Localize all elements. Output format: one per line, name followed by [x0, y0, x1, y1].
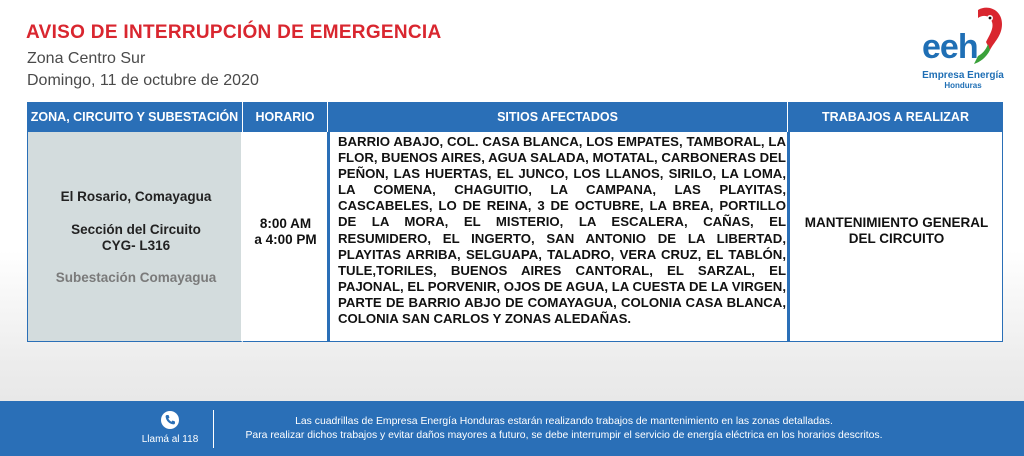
date-subtitle: Domingo, 11 de octubre de 2020 — [27, 72, 259, 89]
time-end: a 4:00 PM — [254, 232, 317, 247]
circuit-line2: CYG- L316 — [101, 238, 171, 253]
work-line1: MANTENIMIENTO GENERAL — [804, 215, 989, 230]
time-range — [243, 216, 328, 248]
horario-cell — [243, 132, 328, 342]
table-header — [27, 102, 1003, 132]
logo-line1: Empresa Energía — [922, 70, 1004, 81]
sitios-cell — [328, 132, 788, 342]
page-title: AVISO DE INTERRUPCIÓN DE EMERGENCIA — [26, 22, 442, 43]
interruption-table — [27, 102, 1003, 342]
zone-subtitle: Zona Centro Sur — [27, 50, 146, 67]
header-sitios: SITIOS AFECTADOS — [328, 102, 788, 132]
header-zona: ZONA, CIRCUITO Y SUBESTACIÓN — [27, 102, 243, 132]
work-line2: DEL CIRCUITO — [848, 231, 945, 246]
phone-icon — [161, 411, 179, 429]
logo-brand: eeh — [922, 28, 978, 66]
affected-sites-text: BARRIO ABAJO, COL. CASA BLANCA, LOS EMPATES, TAMBORAL, LA FLOR, BUENOS AIRES, AGUA SALADA, MOTATAL, CARBONERAS DEL PEÑON, LAS HUERTAS, EL JUNCO, LOS LLANOS, SIRILO, LA LOMA, LA COMENA, CHAGUITIO, LA CAMPANA, LAS PLAYITAS, CASCABELES, LO DE REINA, 3 DE OCTUBRE, LA BREA, PORTILLO DE LA MORA, EL MISTERIO, LA ESCALERA, CAÑAS, EL RESUMIDERO, EL INGERTO, SAN ANTONIO DE LA LIBERTAD, PLAYITAS ARRIBA, SELGUAPA, TALADRO, VERA CRUZ, EL TABLÓN, TULE,TORILES, BUENOS AIRES CANTORAL, EL SARZAL, EL PAJONAL, EL PORVENIR, OJOS DE AGUA, LA CUESTA DE LA VIRGEN, PARTE DE BARRIO ABJO DE COMAYAGUA, COLONIA CASA BLANCA, COLONIA SAN CARLOS Y ZONAS ALEDAÑAS. — [338, 134, 786, 327]
location-text: El Rosario, Comayagua — [60, 189, 212, 204]
notice-line1: Las cuadrillas de Empresa Energía Honduras estarán realizando trabajos de mantenimiento en las zonas detalladas. — [295, 416, 833, 427]
time-start: 8:00 AM — [259, 216, 312, 231]
footer-notice — [214, 415, 914, 443]
call-label[interactable]: Llamá al 118 — [141, 434, 199, 445]
work-text — [790, 215, 1003, 247]
zona-cell — [27, 132, 243, 342]
trabajos-cell — [788, 132, 1003, 342]
header-horario: HORARIO — [243, 102, 328, 132]
header-trabajos: TRABAJOS A REALIZAR — [822, 110, 969, 124]
notice-line2: Para realizar dichos trabajos y evitar daños mayores a futuro, se debe interrumpir el servicio de energía eléctrica en los horarios descritos. — [245, 430, 883, 441]
circuit-line1: Sección del Circuito — [71, 222, 201, 237]
substation-text: Subestación Comayagua — [55, 270, 217, 285]
logo-line2: Honduras — [944, 81, 982, 90]
footer-banner — [0, 401, 1024, 456]
